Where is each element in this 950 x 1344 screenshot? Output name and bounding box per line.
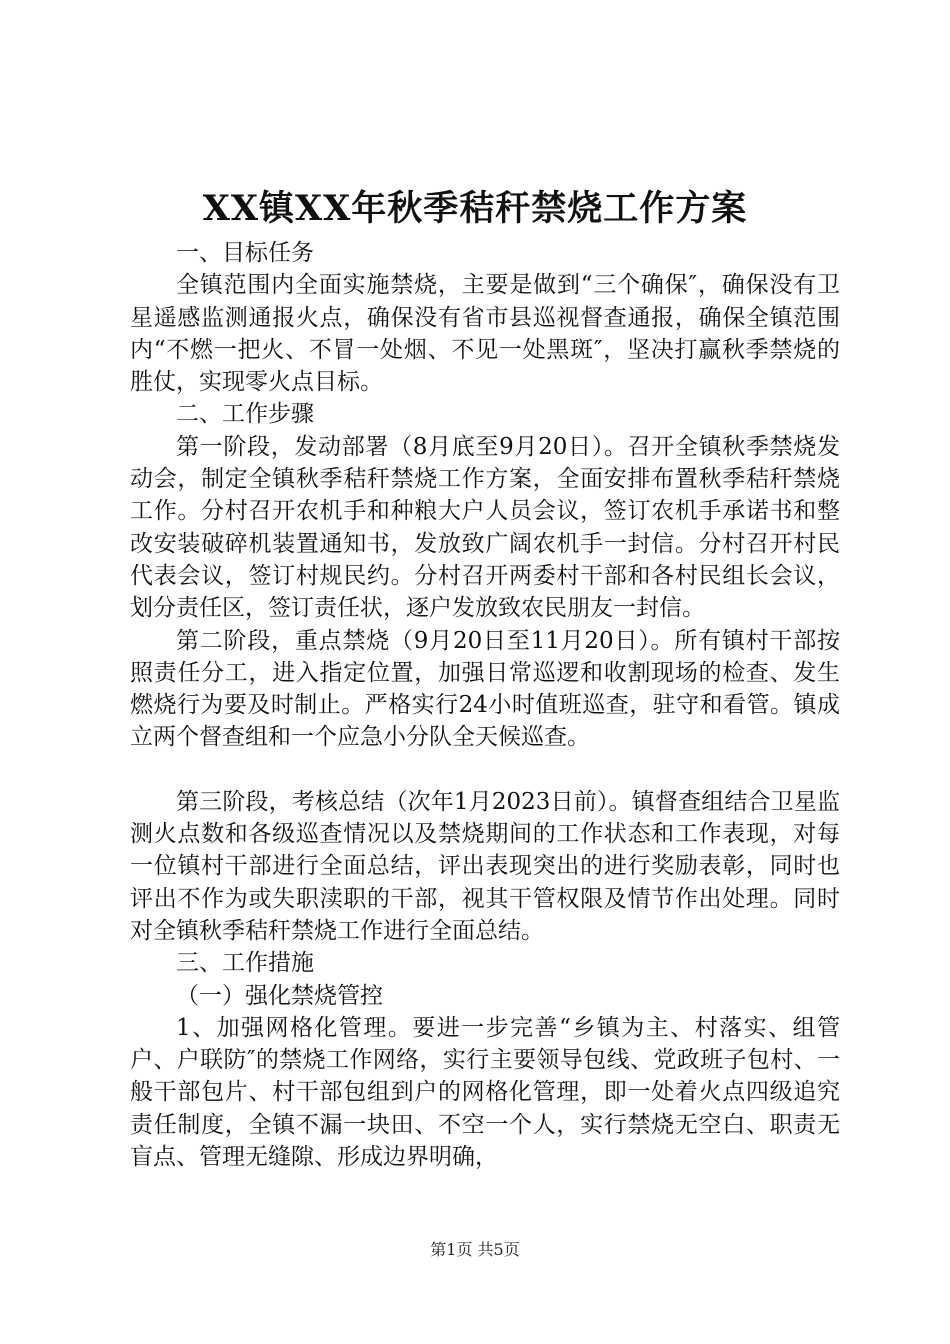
section-heading-steps: 二、工作步骤 <box>176 401 314 428</box>
subsection-heading-control: （一）强化禁烧管控 <box>176 982 383 1009</box>
page-footer: 第1页 共5页 <box>430 1240 520 1259</box>
paragraph-grid-management: 1、加强网格化管理。要进一步完善“乡镇为主、村落实、组管户、户联防″的禁烧工作网络，实行主要领导包线、党政班子包村、一般干部包片、村干部包组到户的网格化管理，即一处着火点四级追究责任制度，全镇不漏一块田、不空一个人，实行禁烧无空白、职责无盲点、管理无缝隙、形成边界明确， <box>130 1014 840 1171</box>
paragraph-goals: 全镇范围内全面实施禁烧，主要是做到“三个确保″，确保没有卫星遥感监测通报火点，确保没有省市县巡视督查通报，确保全镇范围内“不燃一把火、不冒一处烟、不见一处黑斑″，坚决打赢秋季禁烧的胜仗，实现零火点目标。 <box>130 272 840 396</box>
section-heading-measures: 三、工作措施 <box>176 950 314 977</box>
paragraph-stage-three: 第三阶段，考核总结（次年1月2023日前）。镇督查组结合卫星监测火点数和各级巡查情况以及禁烧期间的工作状态和工作表现，对每一位镇村干部进行全面总结，评出表现突出的进行奖励表彰，同时也评出不作为或失职渎职的干部，视其干管权限及情节作出处理。同时对全镇秋季秸秆禁烧工作进行全面总结。 <box>130 788 840 944</box>
section-heading-goals: 一、目标任务 <box>176 240 314 266</box>
paragraph-gap <box>130 754 840 786</box>
paragraph-stage-one: 第一阶段，发动部署（8月底至9月20日）。召开全镇秋季禁烧发动会，制定全镇秋季秸秆禁烧工作方案，全面安排布置秋季秸秆禁烧工作。分村召开农机手和种粮大户人员会议，签订农机手承诺书和整改安装破碎机装置通知书，发放致广阔农机手一封信。分村召开村民代表会议，签订村规民约。分村召开两委村干部和各村民组长会议，划分责任区，签订责任状，逐户发放致农民朋友一封信。 <box>130 433 840 622</box>
paragraph-stage-two: 第二阶段，重点禁烧（9月20日至11月20日）。所有镇村干部按照责任分工，进入指定位置，加强日常巡逻和收割现场的检查、发生燃烧行为要及时制止。严格实行24小时值班巡查，驻守和看管。镇成立两个督查组和一个应急小分队全天候巡查。 <box>130 627 840 751</box>
document-title: XX镇XX年秋季秸秆禁烧工作方案 <box>202 188 748 229</box>
document-body <box>130 237 840 1173</box>
